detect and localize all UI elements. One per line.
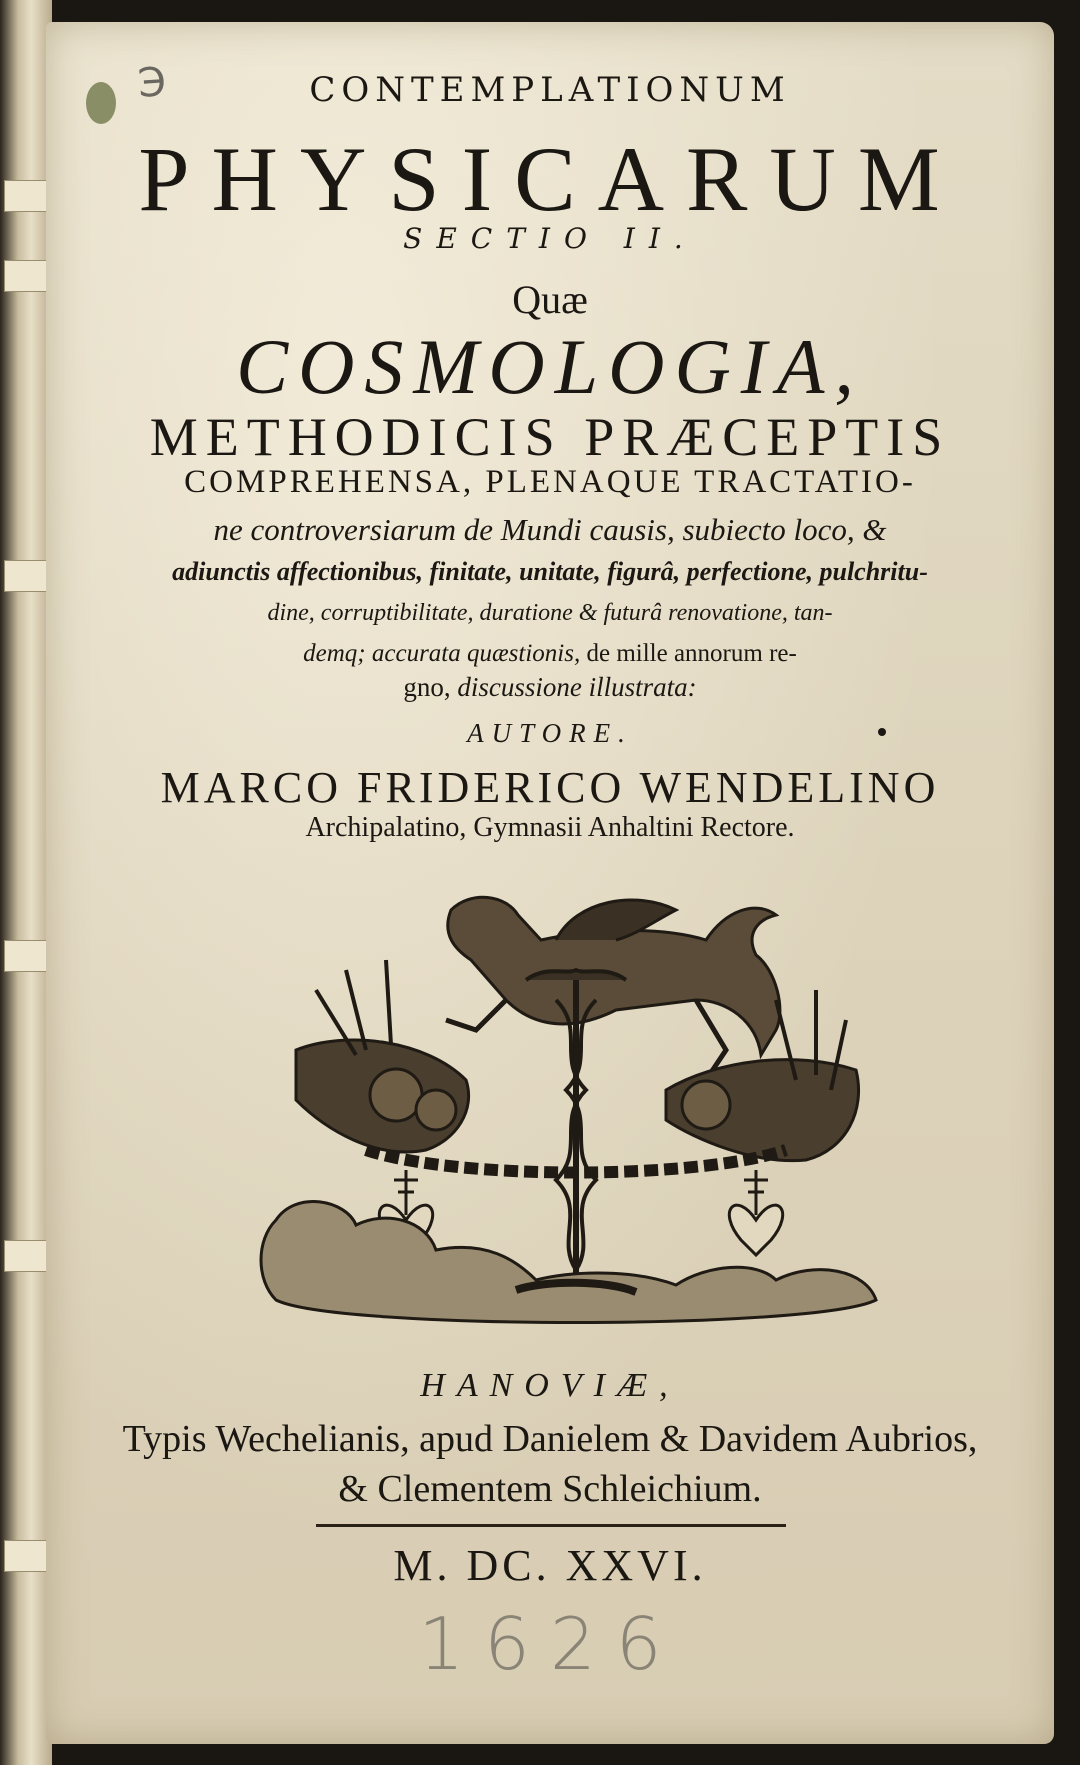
- ornament-dot: [878, 728, 886, 736]
- cosmologia-heading: COSMOLOGIA,: [236, 323, 864, 410]
- subtitle-line-1: METHODICIS PRÆCEPTIS: [149, 407, 951, 467]
- imprint-printer-1: Typis Wechelianis, apud Danielem & Davidem Aubrios,: [122, 1418, 978, 1460]
- binding-tab: [4, 560, 50, 592]
- subtitle-line-6: [46, 640, 1054, 668]
- binding-tab: [4, 180, 50, 212]
- subtitle-line-3: ne controversiarum de Mundi causis, subiecto loco, &: [213, 512, 887, 547]
- title-page: [46, 22, 1054, 1744]
- subtitle-line-4: adiunctis affectionibus, finitate, unitate, figurâ, perfectione, pulchritu-: [172, 557, 928, 586]
- imprint-place: HANOVIÆ,: [420, 1367, 680, 1404]
- imprint-printer-2: & Clementem Schleichium.: [338, 1468, 762, 1510]
- subtitle-line-7-roman: gno,: [403, 672, 451, 702]
- title-line-1: CONTEMPLATIONUM: [309, 70, 791, 110]
- handwritten-year: 1626: [418, 1602, 682, 1686]
- author-title: Archipalatino, Gymnasii Anhaltini Rectore.: [305, 812, 795, 843]
- subtitle-line-7: [46, 672, 1054, 703]
- subtitle-line-5: dine, corruptibilitate, duratione & futurâ renovatione, tan-: [267, 600, 833, 626]
- binding-tab: [4, 940, 50, 972]
- qua-line: Quæ: [512, 277, 588, 322]
- author-name: MARCO FRIDERICO WENDELINO: [160, 763, 940, 812]
- title-line-2: PHYSICARUM: [138, 128, 962, 230]
- imprint-year: M. DC. XXVI.: [393, 1541, 707, 1590]
- book-spine: [0, 0, 52, 1765]
- subtitle-line-6-roman: de mille annorum re-: [580, 640, 797, 667]
- subtitle-line-2: COMPREHENSA, PLENAQUE TRACTATIO-: [184, 464, 916, 500]
- printers-device-woodcut: [256, 880, 896, 1340]
- horizontal-rule: [316, 1524, 786, 1527]
- binding-tab: [4, 1540, 50, 1572]
- pencil-mark: Э: [136, 59, 168, 107]
- subtitle-line-7-italic: discussione illustrata:: [450, 672, 697, 702]
- author-label: AUTORE.: [467, 718, 633, 748]
- binding-tab: [4, 260, 50, 292]
- subtitle-line-6-italic: demq; accurata quæstionis,: [303, 640, 581, 667]
- section-line: SECTIO II.: [403, 222, 697, 255]
- binding-tab: [4, 1240, 50, 1272]
